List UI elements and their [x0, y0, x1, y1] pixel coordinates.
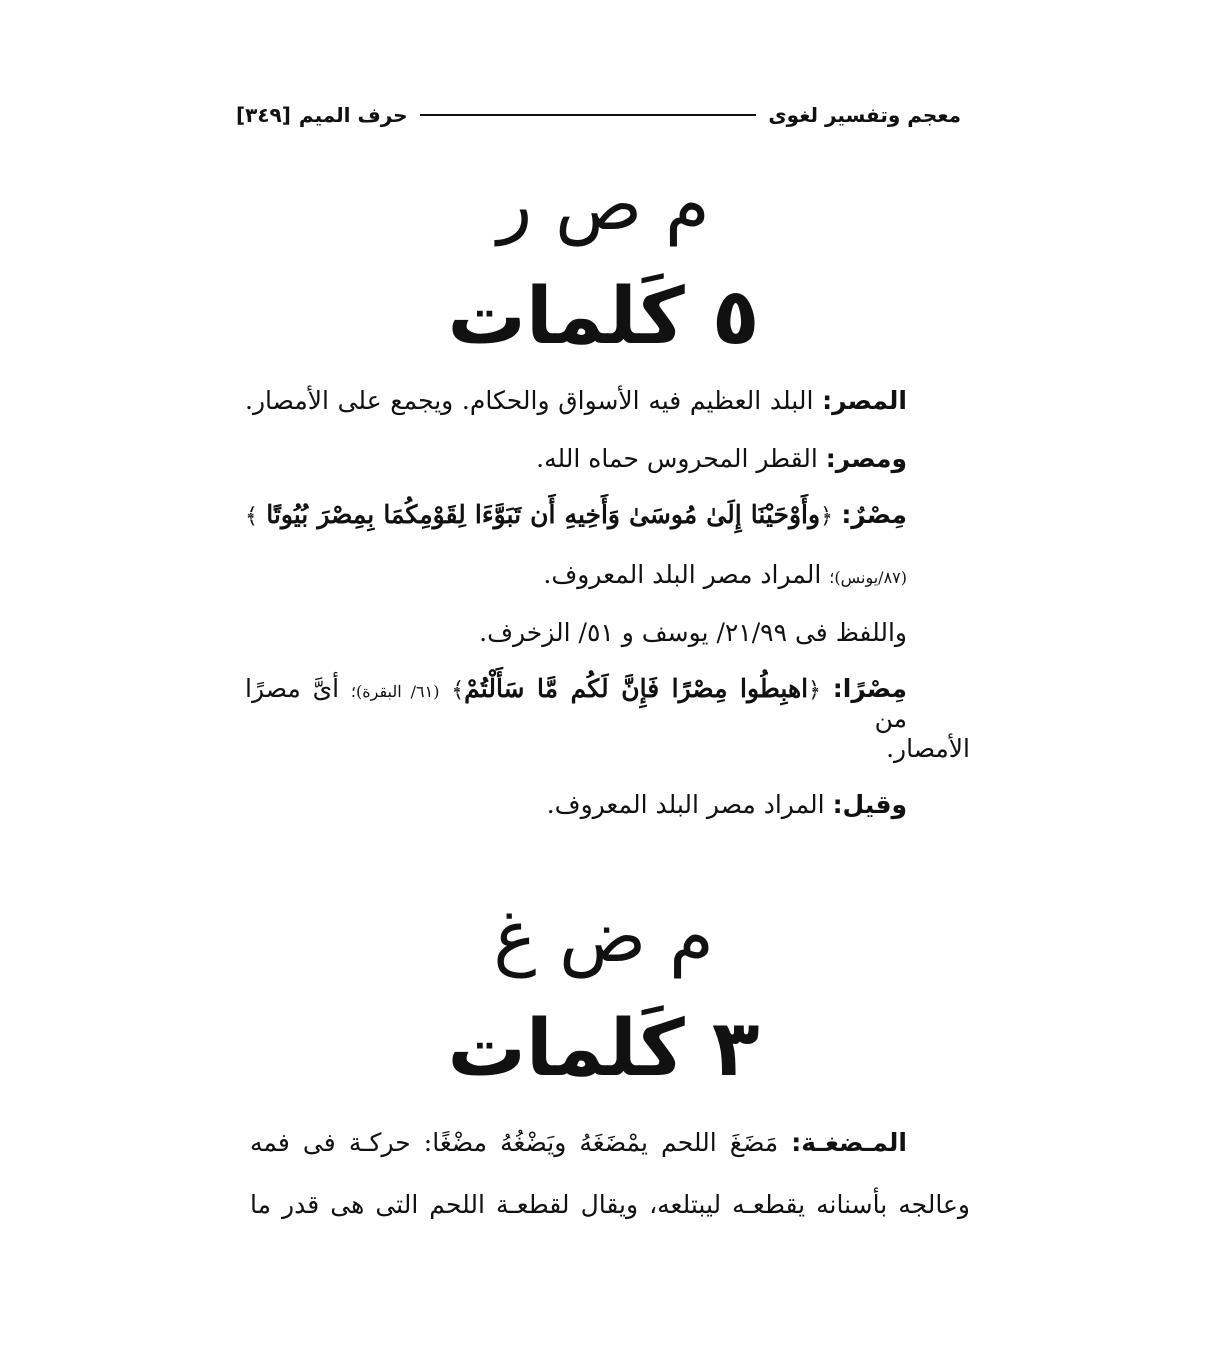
entry-text: أىَّ مصرًا من	[245, 674, 907, 734]
citation: (٦١/ البقرة)؛	[350, 682, 440, 701]
entry-text: المراد مصر البلد المعروف.	[546, 790, 833, 819]
quran-quote: اهبِطُوا مِصْرًا فَإِنَّ لَكُم مَّا سَأَلْتُمْ	[464, 674, 809, 703]
page-number: [٣٤٩]	[236, 103, 291, 127]
quran-bracket-close: ﴾	[451, 678, 465, 703]
chapter-title: حرف الميم	[298, 103, 408, 127]
entry-line	[245, 500, 907, 530]
entry-line	[250, 1128, 907, 1158]
entry-text: الأمصار.	[886, 734, 970, 763]
entry-line	[547, 790, 907, 820]
root-heading-mdg: م ض غ	[493, 894, 714, 978]
entry-term: المـضغـة:	[791, 1128, 907, 1157]
citation: (٨٧/يونس)؛	[829, 568, 907, 587]
entry-term: ومصر:	[825, 444, 907, 473]
root-heading-msr: م ص ر	[497, 162, 710, 246]
entry-text: البلد العظيم فيه الأسواق والحكام. ويجمع على الأمصار.	[245, 386, 823, 415]
entry-line	[250, 1190, 970, 1220]
entry-term: وقيل:	[832, 790, 907, 819]
entry-text: وعالجه بأسنانه يقطعـه ليبتلعه، ويقال لقطعـة اللحم التى هى قدر ما	[250, 1190, 970, 1219]
word-count-mdg: ٣ كَلمات	[447, 1004, 760, 1094]
entry-text: القطر المحروس حماه الله.	[536, 444, 826, 473]
header-rule	[420, 114, 757, 116]
entry-line	[536, 444, 907, 474]
entry-text: مَضَغَ اللحم يمْضَغَهُ ويَضْغُهُ مضْغًا: حركـة فى فمه	[250, 1128, 792, 1157]
quran-bracket-close: ﴾	[245, 504, 258, 529]
entry-text: المراد مصر البلد المعروف.	[543, 560, 830, 589]
entry-line	[245, 674, 907, 734]
entry-term: مِصْرٌ:	[841, 500, 907, 529]
entry-line	[479, 618, 907, 648]
book-title: معجم وتفسير لغوى	[768, 103, 961, 127]
quran-bracket-open: ﴿	[820, 504, 833, 529]
running-header	[236, 100, 961, 130]
quran-bracket-open: ﴿	[808, 678, 821, 703]
entry-term: المصر:	[822, 386, 907, 415]
entry-line	[886, 734, 970, 764]
word-count-msr: ٥ كَلمات	[447, 272, 760, 362]
quran-quote: وأَوْحَيْنَا إِلَىٰ مُوسَىٰ وَأَخِيهِ أَن تَبَوَّءَا لِقَوْمِكُمَا بِمِصْرَ بُيُوتًا	[266, 500, 821, 529]
entry-line	[543, 560, 907, 590]
entry-text: واللفظ فى ٢١/٩٩/ يوسف و ٥١/ الزخرف.	[479, 618, 907, 647]
entry-term: مِصْرًا:	[832, 674, 908, 703]
entry-line	[245, 386, 907, 416]
